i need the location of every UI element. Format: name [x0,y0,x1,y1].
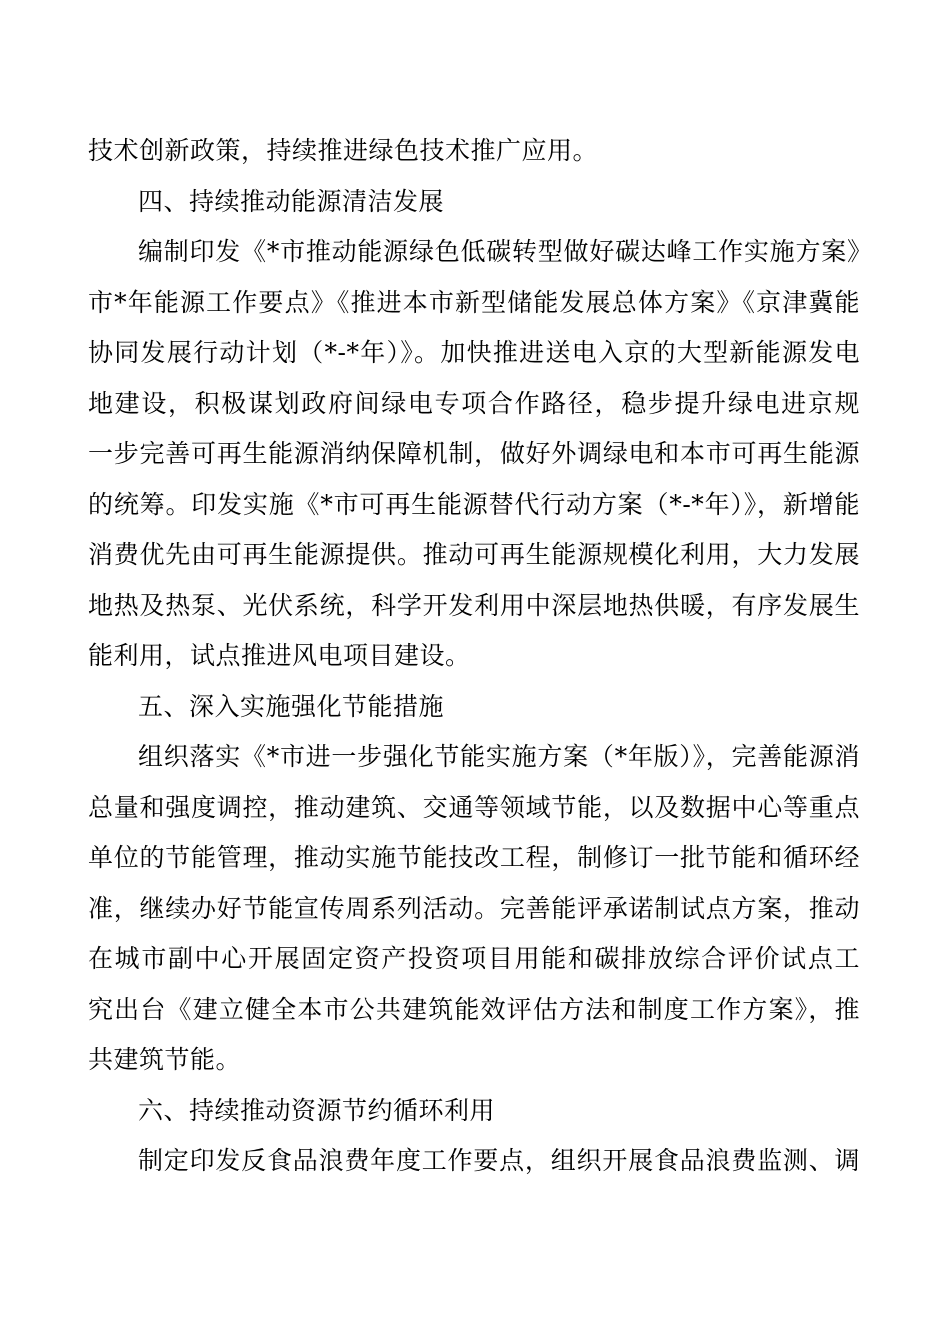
paragraph-line: 协同发展行动计划（*-*年）》。加快推进送电入京的大型新能源发电 [88,338,860,367]
paragraph-line: 制定印发反食品浪费年度工作要点，组织开展食品浪费监测、调 [138,1146,860,1175]
paragraph-line: 市*年能源工作要点》《推进本市新型储能发展总体方案》《京津冀能 [88,287,860,317]
paragraph-line: 组织落实《*市进一步强化节能实施方案（*年版）》，完善能源消 [138,742,860,771]
paragraph-line-end: 能利用，试点推进风电项目建设。 [88,641,471,670]
document-body [88,126,860,1187]
paragraph-line: 地建设，积极谋划政府间绿电专项合作路径，稳步提升绿电进京规 [88,388,860,418]
section-heading-6: 六、持续推动资源节约循环利用 [138,1095,496,1125]
paragraph-line: 总量和强度调控，推动建筑、交通等领域节能，以及数据中心等重点 [88,792,860,822]
paragraph-line: 准，继续办好节能宣传周系列活动。完善能评承诺制试点方案，推动 [88,893,860,923]
paragraph-line: 究出台《建立健全本市公共建筑能效评估方法和制度工作方案》，推 [88,994,860,1024]
section-heading-4: 四、持续推动能源清洁发展 [138,186,445,216]
paragraph-line: 编制印发《*市推动能源绿色低碳转型做好碳达峰工作实施方案》 [138,237,860,266]
paragraph-line: 单位的节能管理，推动实施节能技改工程，制修订一批节能和循环经 [88,843,860,872]
paragraph-line: 地热及热泵、光伏系统，科学开发利用中深层地热供暖，有序发展生 [88,590,860,620]
paragraph-line-end: 共建筑节能。 [88,1045,242,1074]
paragraph-line: 的统筹。印发实施《*市可再生能源替代行动方案（*-*年）》，新增能 [88,489,860,519]
paragraph-line-continuation: 技术创新政策，持续推进绿色技术推广应用。 [88,136,599,165]
paragraph-line: 在城市副中心开展固定资产投资项目用能和碳排放综合评价试点工 [88,944,860,973]
section-heading-5: 五、深入实施强化节能措施 [138,691,445,721]
paragraph-line: 一步完善可再生能源消纳保障机制，做好外调绿电和本市可再生能源 [88,439,860,468]
paragraph-line: 消费优先由可再生能源提供。推动可再生能源规模化利用，大力发展 [88,540,860,569]
